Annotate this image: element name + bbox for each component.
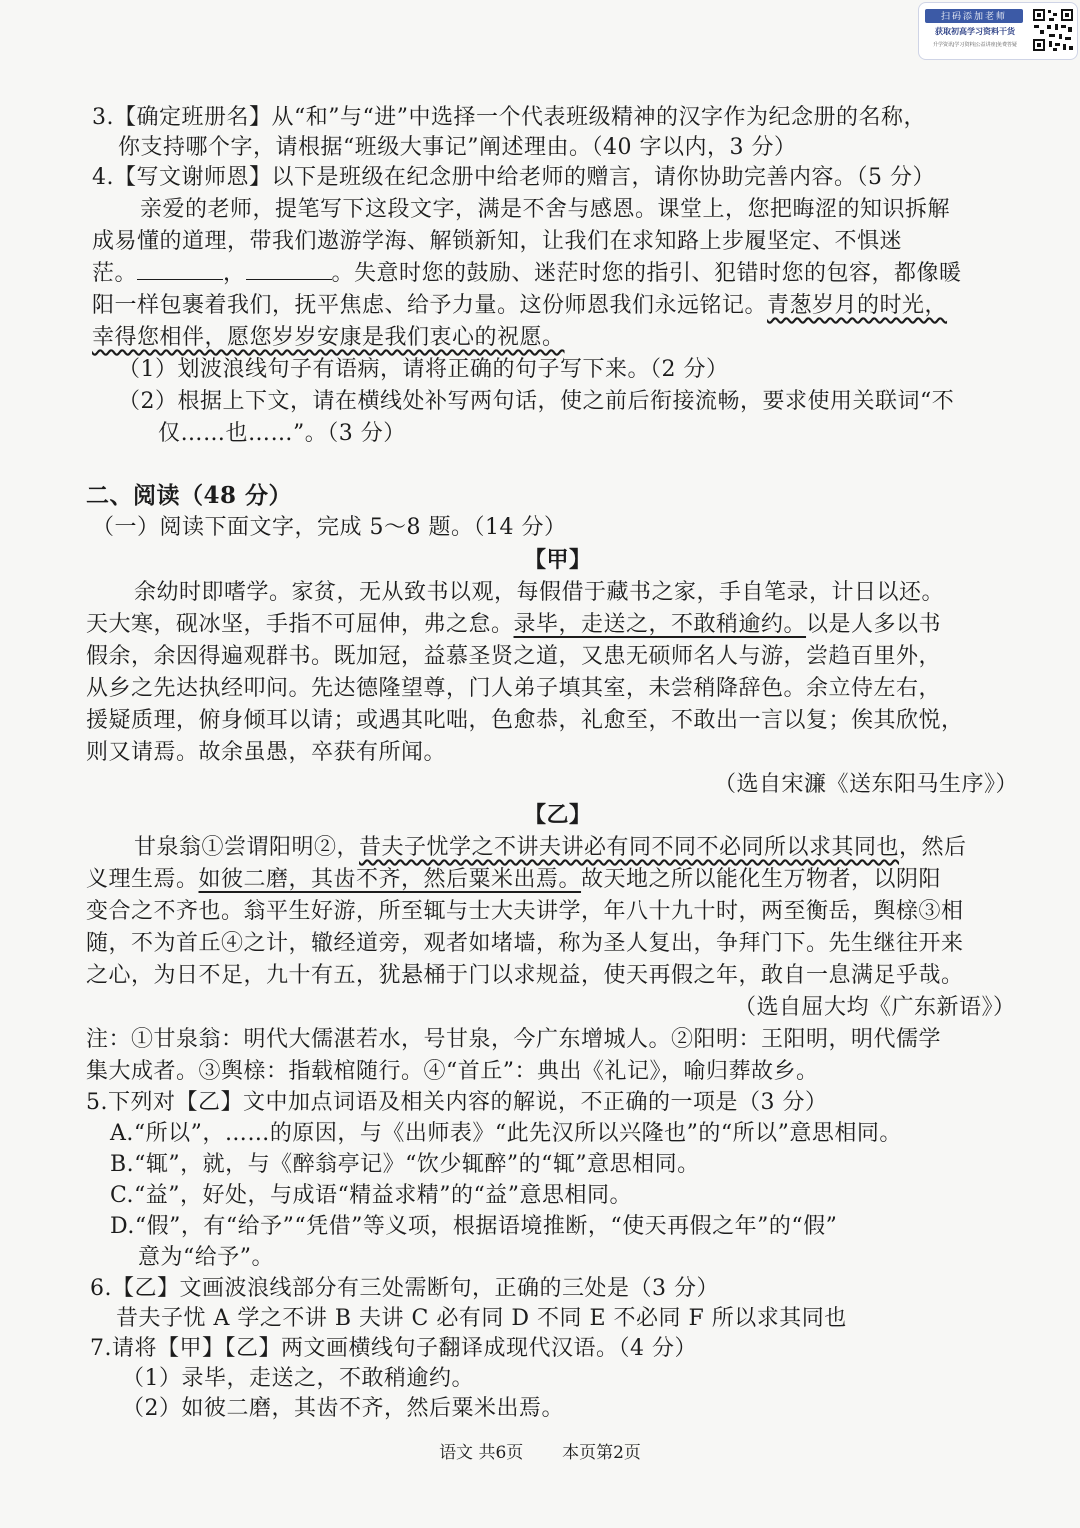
q4-passage-line-5	[92, 323, 565, 353]
q7-stem: 7.请将【甲】【乙】两文画横线句子翻译成现代汉语。（4 分）	[90, 1336, 697, 1361]
answer-blank-2[interactable]	[246, 259, 332, 280]
answer-blank-1[interactable]	[137, 259, 223, 280]
badge-tags: 升学资讯|学习资料|公益讲座|免费答疑	[933, 42, 1017, 48]
page-footer	[0, 1441, 1080, 1465]
footer-page-number: 本页第2页	[562, 1443, 641, 1463]
q4-line-1: 4.【写文谢师恩】以下是班级在纪念册中给老师的赠言，请你协助完善内容。（5 分）	[92, 165, 935, 190]
q4-passage-line-3	[92, 259, 962, 289]
q7-sub-2: （2）如彼二磨，其齿不齐，然后粟米出焉。	[122, 1396, 564, 1421]
q4-passage-line-4	[92, 291, 947, 321]
passage-text: 。失意时您的鼓励、迷茫时您的指引、犯错时您的包容，都像暖	[331, 261, 962, 286]
passage-text: 以是人多以书	[806, 612, 942, 637]
passage-jia-heading: 【甲】	[524, 547, 592, 573]
wavy-underlined-sentence: 昔夫子忧学之不讲夫讲必有同不同不必同所以求其同也	[359, 835, 900, 860]
jia-source: （选自宋濂《送东阳马生序》）	[714, 772, 1019, 797]
jia-line-2	[86, 610, 941, 640]
q4-sub-2-cont: 仅……也……”。（3 分）	[158, 421, 406, 446]
jia-line-3: 假余，余因得遍观群书。既加冠，益慕圣贤之道，又患无硕师名人与游，尝趋百里外，	[86, 644, 942, 669]
q7-sub-1: （1）录毕，走送之，不敢稍逾约。	[122, 1366, 474, 1391]
q5-option-b: B.“辄”，就，与《醉翁亭记》“饮少辄醉”的“辄”意思相同。	[110, 1152, 700, 1177]
q3-line-2: 你支持哪个字，请根据“班级大事记”阐述理由。（40 字以内，3 分）	[118, 135, 797, 160]
subsection-1-heading: （一）阅读下面文字，完成 5～8 题。（14 分）	[92, 515, 567, 540]
jia-line-4: 从乡之先达执经叩问。先达德隆望尊，门人弟子填其室，未尝稍降辞色。余立侍左右，	[86, 676, 942, 701]
jia-line-6: 则又请焉。故余虽愚，卒获有所闻。	[86, 740, 447, 765]
note-line-1: 注：①甘泉翁：明代大儒湛若水，号甘泉，今广东增城人。②阳明：王阳明，明代儒学	[86, 1027, 942, 1052]
qr-code-icon	[1031, 7, 1075, 53]
promo-badge[interactable]	[918, 2, 1078, 60]
note-line-2: 集大成者。③舆榇：指载棺随行。④“首丘”：典出《礼记》，喻归葬故乡。	[86, 1059, 819, 1084]
underlined-sentence: 如彼二磨，其齿不齐，然后粟米出焉。	[198, 867, 582, 892]
passage-text: 天大寒，砚冰坚，手指不可屈伸，弗之怠。	[86, 612, 514, 637]
yi-line-2	[86, 865, 941, 895]
q4-passage-line-2: 成易懂的道理，带我们遨游学海、解锁新知，让我们在求知路上步履坚定、不惧迷	[92, 229, 903, 254]
q4-passage-line-1: 亲爱的老师，提笔写下这段文字，满是不舍与感恩。课堂上，您把晦涩的知识拆解	[140, 197, 951, 222]
q6-stem: 6.【乙】文画波浪线部分有三处需断句，正确的三处是（3 分）	[90, 1276, 719, 1301]
passage-text: 茫。	[92, 261, 138, 286]
passage-yi-heading: 【乙】	[524, 802, 592, 828]
badge-title: 扫码添加老师	[925, 9, 1023, 23]
q4-sub-1: （1）划波浪线句子有语病，请将正确的句子写下来。（2 分）	[118, 357, 729, 382]
yi-line-5: 之心，为日不足，九十有五，犹悬桶于门以求规益，使天再假之年，敢自一息满足乎哉。	[86, 963, 964, 988]
passage-text: 阳一样包裹着我们，抚平焦虑、给予力量。这份师恩我们永远铭记。	[92, 293, 768, 318]
underlined-sentence: 录毕，走送之，不敢稍逾约。	[513, 612, 807, 637]
passage-text: ，	[223, 261, 246, 286]
q5-option-d: D.“假”，有“给予”“凭借”等义项，根据语境推断，“使天再假之年”的“假”	[110, 1214, 838, 1239]
passage-text: 故天地之所以能化生万物者，以阴阳	[581, 867, 942, 892]
jia-line-1: 余幼时即嗜学。家贫，无从致书以观，每假借于藏书之家，手自笔录，计日以还。	[134, 580, 945, 605]
q5-option-a: A.“所以”，……的原因，与《出师表》“此先汉所以兴隆也”的“所以”意思相同。	[110, 1121, 902, 1146]
jia-line-5: 援疑质理，俯身倾耳以请；或遇其叱咄，色愈恭，礼愈至，不敢出一言以复；俟其欣悦，	[86, 708, 964, 733]
q5-option-d-cont: 意为“给予”。	[138, 1245, 274, 1270]
q6-sentence: 昔夫子忧 A 学之不讲 B 夫讲 C 必有同 D 不同 E 不必同 F 所以求其同也	[116, 1306, 847, 1331]
q5-stem: 5.下列对【乙】文中加点词语及相关内容的解说，不正确的一项是（3 分）	[86, 1090, 828, 1115]
badge-subtitle: 获取初高学习资料干货	[935, 27, 1015, 36]
yi-source: （选自屈大均《广东新语》）	[734, 995, 1016, 1020]
q5-option-c: C.“益”，好处，与成语“精益求精”的“益”意思相同。	[110, 1183, 633, 1208]
footer-subject-pages: 语文 共6页	[439, 1443, 524, 1463]
passage-text: ，然后	[899, 835, 967, 860]
yi-line-3: 变合之不齐也。翁平生好游，所至辄与士大夫讲学，年八十九十时，两至衡岳，舆榇③相	[86, 899, 964, 924]
wavy-underlined-sentence: 幸得您相伴，愿您岁岁安康是我们衷心的祝愿。	[92, 325, 565, 350]
q4-sub-2: （2）根据上下文，请在横线处补写两句话，使之前后衔接流畅，要求使用关联词“不	[118, 389, 955, 414]
wavy-underlined-sentence: 青葱岁月的时光，	[767, 293, 948, 318]
yi-line-1	[134, 833, 967, 863]
q3-line-1: 3.【确定班册名】从“和”与“进”中选择一个代表班级精神的汉字作为纪念册的名称，	[92, 105, 926, 130]
yi-line-4: 随，不为首丘④之计，辙经道旁，观者如堵墙，称为圣人复出，争拜门下。先生继往开来	[86, 931, 964, 956]
passage-text: 甘泉翁①尝谓阳明②，	[134, 835, 360, 860]
section-2-heading: 二、阅读（48 分）	[86, 482, 293, 509]
passage-text: 义理生焉。	[86, 867, 199, 892]
